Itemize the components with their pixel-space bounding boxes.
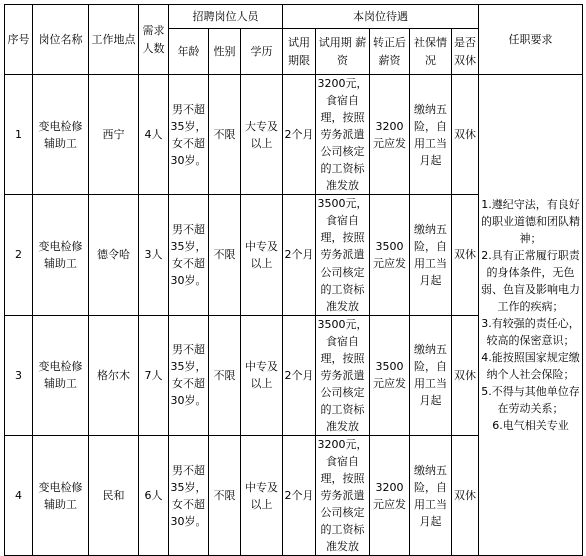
row-insurance: 缴纳五险，自用工当月起 <box>410 315 452 435</box>
header-requirements: 任职要求 <box>479 5 583 75</box>
requirements-cell <box>479 75 583 556</box>
row-age: 男不超35岁，女不超30岁。 <box>169 195 209 315</box>
row-education: 大专及以上 <box>241 75 283 195</box>
header-probation-pay: 试用期 薪资 <box>316 29 370 75</box>
row-gender: 不限 <box>209 435 241 555</box>
row-probation: 2个月 <box>283 195 316 315</box>
row-count: 6人 <box>139 435 169 555</box>
row-probation-pay: 3500元，食宿自理，按照劳务派遣公司核定的工资标准发放 <box>316 315 370 435</box>
row-gender: 不限 <box>209 195 241 315</box>
row-position: 变电检修辅助工 <box>33 435 89 555</box>
row-seq: 1 <box>5 75 33 195</box>
row-count: 3人 <box>139 195 169 315</box>
row-education: 中专及以上 <box>241 195 283 315</box>
row-age: 男不超35岁，女不超30岁。 <box>169 75 209 195</box>
header-probation: 试用期限 <box>283 29 316 75</box>
row-gender: 不限 <box>209 75 241 195</box>
requirement-item: 1.遵纪守法，有良好的职业道德和团队精神； <box>481 197 581 245</box>
row-probation: 2个月 <box>283 315 316 435</box>
row-location: 德令哈 <box>89 195 139 315</box>
row-position: 变电检修辅助工 <box>33 75 89 195</box>
row-probation-pay: 3200元，食宿自理，按照劳务派遣公司核定的工资标准发放 <box>316 435 370 555</box>
row-seq: 3 <box>5 315 33 435</box>
row-regular-pay: 3500元应发 <box>370 315 410 435</box>
row-count: 4人 <box>139 75 169 195</box>
requirement-item: 4.能按照国家规定缴纳个人社会保险； <box>481 351 580 382</box>
requirement-item: 5.不得与其他单位存在劳动关系； <box>481 385 580 416</box>
row-location: 西宁 <box>89 75 139 195</box>
requirement-item: 2.具有正常履行职责的身体条件，无色弱、色盲及影响电力工作的疾病； <box>481 248 581 314</box>
header-regular-pay: 转正后薪资 <box>370 29 410 75</box>
row-age: 男不超35岁，女不超30岁。 <box>169 315 209 435</box>
requirement-item: 3.有较强的责任心，较高的保密意识； <box>481 317 580 348</box>
header-seq: 序号 <box>5 5 33 75</box>
header-weekend: 是否双休 <box>452 29 479 75</box>
row-position: 变电检修辅助工 <box>33 195 89 315</box>
row-age: 男不超35岁，女不超30岁。 <box>169 435 209 555</box>
row-regular-pay: 3500元应发 <box>370 195 410 315</box>
row-gender: 不限 <box>209 315 241 435</box>
row-count: 7人 <box>139 315 169 435</box>
header-count: 需求人数 <box>139 5 169 75</box>
row-seq: 4 <box>5 435 33 555</box>
row-location: 格尔木 <box>89 315 139 435</box>
row-probation-pay: 3200元，食宿自理，按照劳务派遣公司核定的工资标准发放 <box>316 75 370 195</box>
requirement-item: 6.电气相关专业 <box>492 419 569 433</box>
row-weekend: 双休 <box>452 315 479 435</box>
row-insurance: 缴纳五险，自用工当月起 <box>410 435 452 555</box>
header-group-recruit: 招聘岗位人员 <box>169 5 283 29</box>
row-probation: 2个月 <box>283 435 316 555</box>
header-education: 学历 <box>241 29 283 75</box>
row-insurance: 缴纳五险，自用工当月起 <box>410 75 452 195</box>
row-education: 中专及以上 <box>241 315 283 435</box>
header-location: 工作地点 <box>89 5 139 75</box>
header-position: 岗位名称 <box>33 5 89 75</box>
header-group-benefits: 本岗位待遇 <box>283 5 479 29</box>
row-seq: 2 <box>5 195 33 315</box>
row-probation: 2个月 <box>283 75 316 195</box>
row-education: 中专及以上 <box>241 435 283 555</box>
row-regular-pay: 3200元应发 <box>370 75 410 195</box>
header-gender: 性别 <box>209 29 241 75</box>
header-insurance: 社保情况 <box>410 29 452 75</box>
header-row-group <box>5 5 583 29</box>
row-probation-pay: 3500元，食宿自理，按照劳务派遣公司核定的工资标准发放 <box>316 195 370 315</box>
row-weekend: 双休 <box>452 75 479 195</box>
header-age: 年龄 <box>169 29 209 75</box>
row-position: 变电检修辅助工 <box>33 315 89 435</box>
recruitment-table <box>4 4 583 556</box>
row-weekend: 双休 <box>452 435 479 555</box>
row-insurance: 缴纳五险，自用工当月起 <box>410 195 452 315</box>
row-weekend: 双休 <box>452 195 479 315</box>
table-row <box>5 75 583 195</box>
row-regular-pay: 3200元应发 <box>370 435 410 555</box>
row-location: 民和 <box>89 435 139 555</box>
